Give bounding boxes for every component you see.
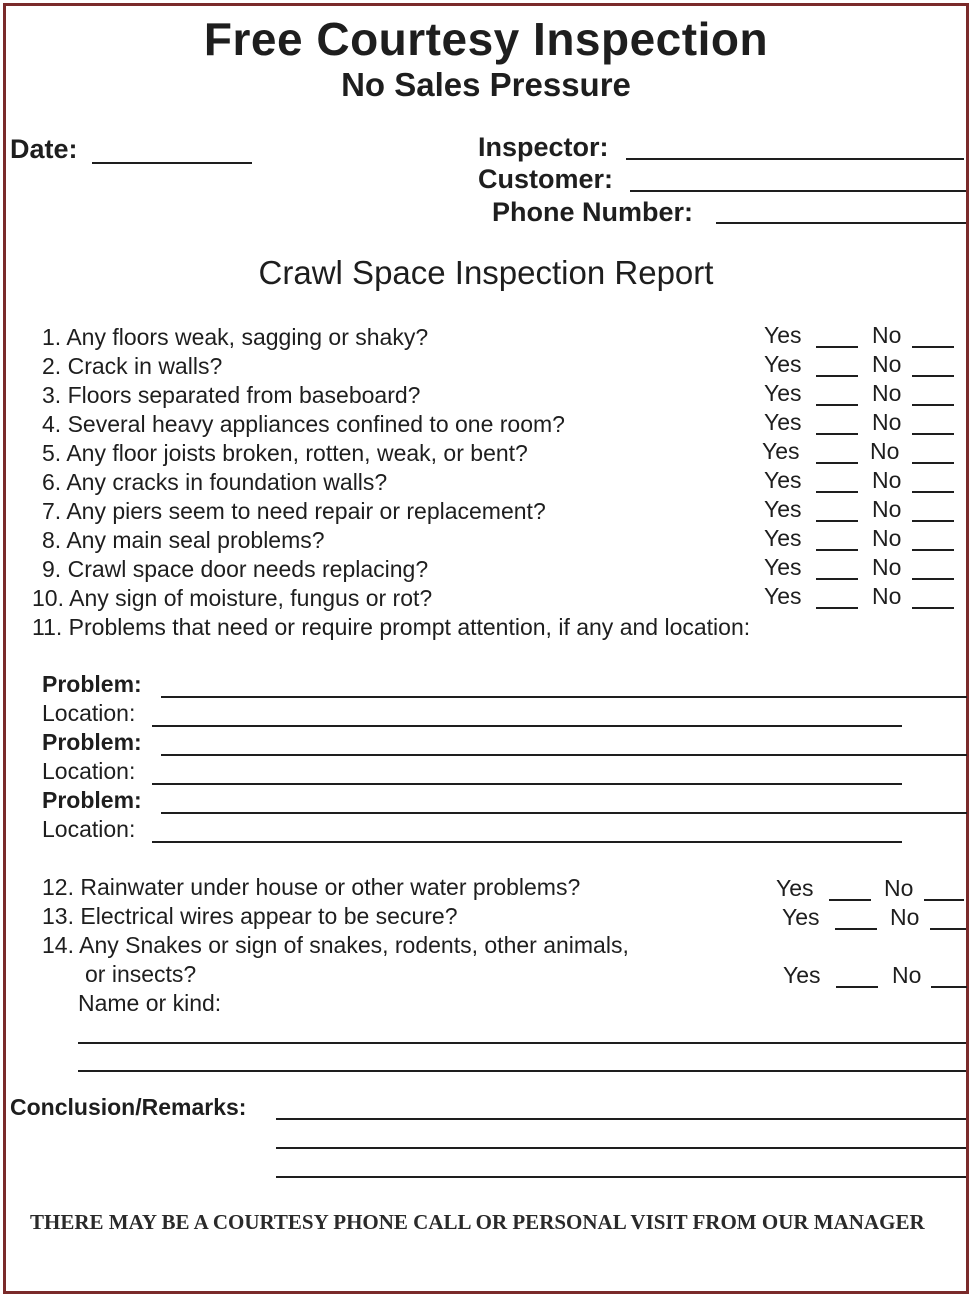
question-row (42, 903, 458, 930)
question-number: 6. (42, 469, 62, 495)
yes-label: Yes (764, 496, 802, 522)
yes-label: Yes (764, 467, 802, 493)
no-label: No (872, 525, 902, 551)
question-number: 14. (42, 932, 74, 958)
no-label: No (872, 554, 902, 580)
question-number: 5. (42, 440, 62, 466)
yes-label: Yes (764, 409, 802, 435)
no-label: No (872, 409, 902, 435)
customer-label: Customer: (478, 164, 614, 194)
yes-field[interactable] (829, 899, 871, 901)
date-label: Date: (10, 134, 78, 164)
question-number: 11. (32, 614, 63, 640)
no-field[interactable] (912, 607, 954, 609)
yes-label: Yes (764, 554, 802, 580)
question-text: Any Snakes or sign of snakes, rodents, other animals, (79, 932, 629, 958)
phone-label: Phone Number: (492, 197, 694, 227)
question-row (42, 469, 387, 496)
yes-field[interactable] (816, 462, 858, 464)
question-text: Any piers seem to need repair or replacement? (66, 498, 546, 524)
no-field[interactable] (931, 986, 967, 988)
no-field[interactable] (912, 346, 954, 348)
name-or-kind-field[interactable] (78, 1070, 966, 1072)
problem-label: Problem: (42, 729, 142, 755)
yes-label: Yes (764, 525, 802, 551)
question-text: Any floors weak, sagging or shaky? (66, 324, 429, 350)
conclusion-field[interactable] (276, 1147, 966, 1149)
question-text: Any main seal problems? (66, 527, 325, 553)
problem-field[interactable] (161, 696, 967, 698)
question-row (42, 556, 428, 583)
question-text: Electrical wires appear to be secure? (80, 903, 458, 929)
conclusion-label: Conclusion/Remarks: (10, 1094, 247, 1120)
question-number: 1. (42, 324, 62, 350)
yes-label: Yes (776, 875, 814, 901)
question-number: 2. (42, 353, 62, 379)
question-number: 4. (42, 411, 62, 437)
form-title: Free Courtesy Inspection (203, 13, 769, 65)
question-number: 13. (42, 903, 74, 929)
yes-field[interactable] (816, 578, 858, 580)
yes-label: Yes (764, 322, 802, 348)
yes-field[interactable] (816, 491, 858, 493)
location-field[interactable] (152, 841, 902, 843)
date-field[interactable] (92, 162, 252, 164)
no-field[interactable] (912, 404, 954, 406)
question-number: 12. (42, 874, 74, 900)
no-field[interactable] (912, 375, 954, 377)
phone-field[interactable] (716, 222, 966, 224)
problem-label: Problem: (42, 787, 142, 813)
question-row (42, 440, 528, 467)
question-text: Any floor joists broken, rotten, weak, or bent? (66, 440, 528, 466)
conclusion-field[interactable] (276, 1176, 966, 1178)
no-label: No (872, 351, 902, 377)
location-field[interactable] (152, 783, 902, 785)
yes-label: Yes (764, 583, 802, 609)
location-label: Location: (42, 758, 136, 784)
problem-label: Problem: (42, 671, 142, 697)
problem-field[interactable] (161, 754, 967, 756)
location-field[interactable] (152, 725, 902, 727)
problem-field[interactable] (161, 812, 967, 814)
yes-field[interactable] (816, 404, 858, 406)
question-text: Problems that need or require prompt attention, if any and location: (68, 614, 751, 640)
no-label: No (870, 438, 900, 464)
no-field[interactable] (912, 578, 954, 580)
no-label: No (872, 467, 902, 493)
location-label: Location: (42, 700, 136, 726)
location-label: Location: (42, 816, 136, 842)
yes-field[interactable] (816, 520, 858, 522)
yes-field[interactable] (816, 346, 858, 348)
question-number: 7. (42, 498, 62, 524)
no-label: No (872, 583, 902, 609)
no-field[interactable] (912, 462, 954, 464)
question-number: 9. (42, 556, 62, 582)
question-continuation: or insects? (85, 961, 197, 987)
no-label: No (872, 380, 902, 406)
no-label: No (884, 875, 914, 901)
question-row (42, 498, 546, 525)
form-subtitle: No Sales Pressure (341, 66, 631, 103)
question-text: Several heavy appliances confined to one room? (67, 411, 565, 437)
yes-field[interactable] (836, 986, 878, 988)
yes-label: Yes (782, 904, 820, 930)
question-number: 10. (32, 585, 64, 611)
name-or-kind-field[interactable] (78, 1042, 966, 1044)
question-text: Any cracks in foundation walls? (66, 469, 388, 495)
customer-field[interactable] (630, 190, 966, 192)
question-row (42, 874, 580, 901)
no-label: No (892, 962, 922, 988)
question-text: Crawl space door needs replacing? (67, 556, 429, 582)
no-field[interactable] (924, 899, 964, 901)
inspector-field[interactable] (626, 158, 964, 160)
question-row (32, 614, 750, 641)
question-text: Any sign of moisture, fungus or rot? (69, 585, 433, 611)
question-row (42, 411, 565, 438)
yes-field[interactable] (835, 928, 877, 930)
name-or-kind-label: Name or kind: (78, 990, 222, 1016)
inspection-form (3, 3, 969, 1294)
yes-field[interactable] (816, 433, 858, 435)
question-row (42, 324, 428, 351)
question-text: Floors separated from baseboard? (67, 382, 421, 408)
question-row (42, 353, 222, 380)
report-title: Crawl Space Inspection Report (258, 254, 714, 291)
yes-field[interactable] (816, 549, 858, 551)
question-text: Crack in walls? (67, 353, 223, 379)
yes-label: Yes (783, 962, 821, 988)
question-row (32, 585, 432, 612)
question-row (42, 382, 420, 409)
no-field[interactable] (912, 549, 954, 551)
no-field[interactable] (930, 928, 966, 930)
question-row (42, 527, 325, 554)
yes-label: Yes (764, 380, 802, 406)
inspector-label: Inspector: (478, 132, 609, 162)
no-label: No (872, 496, 902, 522)
yes-label: Yes (764, 351, 802, 377)
footer-note: THERE MAY BE A COURTESY PHONE CALL OR PERSONAL VISIT FROM OUR MANAGER (30, 1210, 925, 1234)
no-label: No (890, 904, 920, 930)
yes-label: Yes (762, 438, 800, 464)
no-field[interactable] (912, 433, 954, 435)
no-field[interactable] (912, 491, 954, 493)
no-field[interactable] (912, 520, 954, 522)
question-number: 8. (42, 527, 62, 553)
no-label: No (872, 322, 902, 348)
yes-field[interactable] (816, 607, 858, 609)
yes-field[interactable] (816, 375, 858, 377)
question-text: Rainwater under house or other water problems? (80, 874, 581, 900)
question-row (42, 932, 629, 959)
conclusion-field[interactable] (276, 1118, 966, 1120)
question-number: 3. (42, 382, 62, 408)
